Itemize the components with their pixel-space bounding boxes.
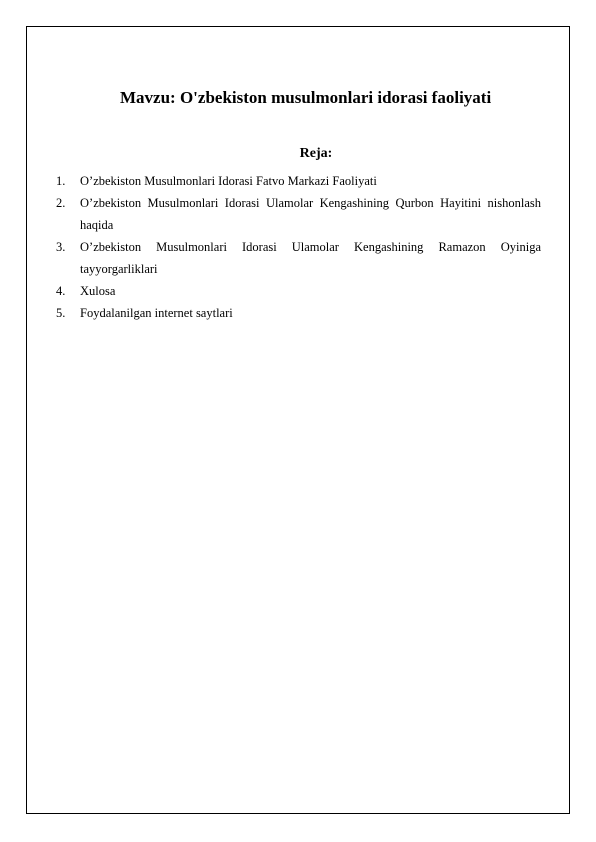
plan-item-text: O’zbekiston Musulmonlari Idorasi Ulamolar Kengashining Ramazon Oyiniga tayyorgarliklari [80, 240, 541, 276]
plan-item-number: 4. [56, 284, 66, 298]
plan-item-number: 2. [56, 196, 66, 210]
page-border [26, 26, 570, 814]
plan-item-4 [56, 280, 541, 302]
plan-list [56, 170, 541, 324]
plan-item-number: 1. [56, 174, 66, 188]
plan-item-5 [56, 302, 541, 324]
plan-heading: Reja: [299, 146, 333, 161]
plan-item-text: O’zbekiston Musulmonlari Idorasi Ulamolar Kengashining Qurbon Hayitini nishonlash haqida [80, 196, 541, 232]
plan-item-1 [56, 170, 541, 192]
plan-item-text: Xulosa [80, 284, 116, 298]
document-title: Mavzu: O'zbekiston musulmonlari idorasi faoliyati [120, 88, 492, 107]
plan-item-3 [56, 236, 541, 280]
plan-item-number: 3. [56, 240, 66, 254]
plan-item-2 [56, 192, 541, 236]
plan-item-text: Foydalanilgan internet saytlari [80, 306, 233, 320]
plan-item-text: O’zbekiston Musulmonlari Idorasi Fatvo Markazi Faoliyati [80, 174, 377, 188]
plan-item-number: 5. [56, 306, 66, 320]
